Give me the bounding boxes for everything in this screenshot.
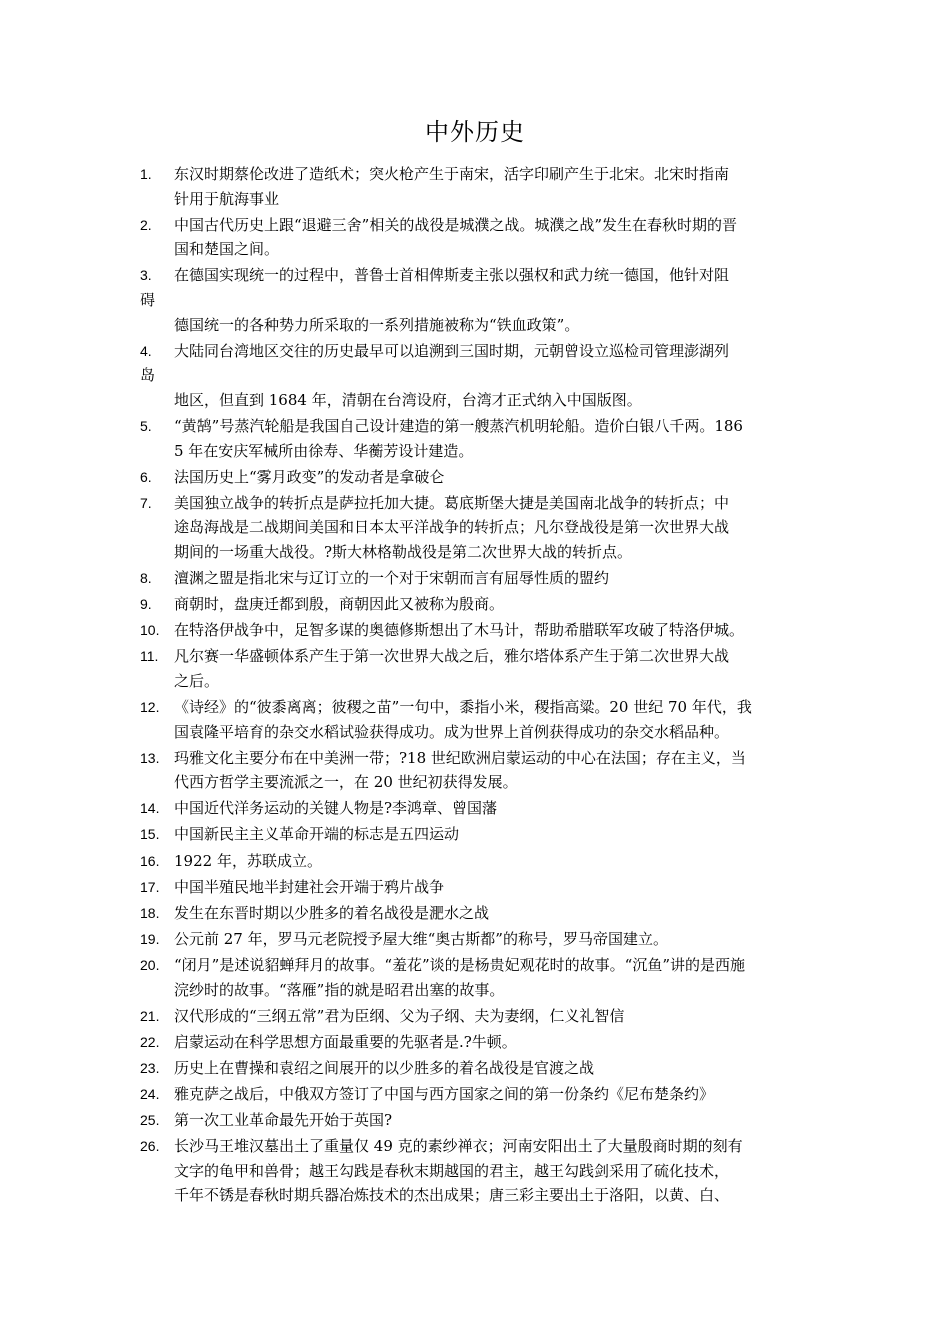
item-number: 4. — [140, 342, 152, 359]
item-number: 7. — [140, 494, 152, 511]
list-item — [0, 875, 819, 900]
item-text-line: 中国半殖民地半封建社会开端于鸦片战争 — [174, 877, 445, 896]
item-text-line: 法国历史上“雾月政变”的发动者是拿破仑 — [174, 467, 445, 486]
item-text-line: 千年不锈是春秋时期兵器冶炼技术的杰出成果；唐三彩主要出土于洛阳，以黄、白、 — [174, 1186, 730, 1205]
list-item — [0, 618, 819, 643]
list-item — [0, 796, 819, 821]
list-item — [0, 566, 819, 591]
list-item — [0, 491, 819, 565]
page-title: 中外历史 — [425, 118, 525, 146]
list-item — [0, 414, 819, 463]
item-text-line: 历史上在曹操和袁绍之间展开的以少胜多的着名战役是官渡之战 — [174, 1058, 595, 1077]
item-text-line: 中国古代历史上跟“退避三舍”相关的战役是城濮之战。城濮之战”发生在春秋时期的晋 — [174, 215, 738, 234]
list-item — [0, 644, 819, 693]
item-number: 3. — [140, 267, 152, 284]
item-text-line: “闭月”是述说貂蝉拜月的故事。“羞花”谈的是杨贵妃观花时的故事。“沉鱼”讲的是西施 — [174, 955, 746, 974]
item-text-line: 汉代形成的“三纲五常”君为臣纲、父为子纲、夫为妻纲，仁义礼智信 — [174, 1006, 625, 1025]
item-text-line: 《诗经》的“彼黍离离；彼稷之苗”一句中，黍指小米，稷指高粱。20 世纪 70 年代，我 — [174, 697, 752, 716]
item-number: 6. — [140, 468, 152, 485]
list-item — [0, 1056, 819, 1081]
item-text-line: 发生在东晋时期以少胜多的着名战役是淝水之战 — [174, 903, 490, 922]
list-item — [0, 1134, 819, 1208]
item-text-line: 玛雅文化主要分布在中美洲一带；?18 世纪欧洲启蒙运动的中心在法国；存在主义，当 — [174, 748, 746, 767]
item-text-line: 岛 — [140, 366, 156, 385]
item-number: 14. — [140, 800, 160, 817]
item-number: 26. — [140, 1138, 160, 1155]
item-text-line: 国和楚国之间。 — [174, 240, 280, 259]
item-number: 23. — [140, 1059, 160, 1076]
item-text-line: 文字的龟甲和兽骨；越王勾践是春秋末期越国的君主，越王勾践剑采用了硫化技术， — [174, 1161, 730, 1180]
item-text-line: 期间的一场重大战役。?斯大林格勒战役是第二次世界大战的转折点。 — [174, 542, 633, 561]
item-text-line: 之后。 — [174, 671, 220, 690]
item-text-line: 德国统一的各种势力所采取的一系列措施被称为“铁血政策”。 — [174, 315, 580, 334]
list-item — [0, 1082, 819, 1107]
item-text-line: 启蒙运动在科学思想方面最重要的先驱者是.?牛顿。 — [174, 1032, 517, 1051]
list-item — [0, 927, 819, 952]
list-item — [0, 263, 819, 337]
item-number: 16. — [140, 852, 160, 869]
list-item — [0, 695, 819, 744]
item-text-line: 1922 年，苏联成立。 — [174, 851, 322, 870]
item-text-line: 途岛海战是二战期间美国和日本太平洋战争的转折点；凡尔登战役是第一次世界大战 — [174, 518, 730, 537]
item-text-line: 澶渊之盟是指北宋与辽订立的一个对于宋朝而言有屈辱性质的盟约 — [174, 569, 610, 587]
item-text-line: 大陆同台湾地区交往的历史最早可以追溯到三国时期，元朝曾设立巡检司管理澎湖列 — [174, 341, 730, 360]
history-list — [0, 162, 950, 1209]
item-text-line: 碍 — [140, 290, 156, 309]
item-text-line: 代西方哲学主要流派之一，在 20 世纪初获得发展。 — [174, 773, 518, 792]
item-number: 13. — [140, 749, 160, 766]
item-text-line: 地区，但直到 1684 年，清朝在台湾设府，台湾才正式纳入中国版图。 — [174, 390, 642, 409]
item-text-line: 国袁隆平培育的杂交水稻试验获得成功。成为世界上首例获得成功的杂交水稻品种。 — [174, 722, 730, 741]
item-text-line: 针用于航海事业 — [174, 189, 280, 208]
list-item — [0, 1004, 819, 1029]
item-text-line: 美国独立战争的转折点是萨拉托加大捷。葛底斯堡大捷是美国南北战争的转折点；中 — [174, 493, 730, 512]
item-text-line: 5 年在安庆军械所由徐寿、华蘅芳设计建造。 — [174, 441, 474, 460]
item-number: 21. — [140, 1007, 160, 1024]
list-item — [0, 901, 819, 926]
item-text-line: 中国近代洋务运动的关键人物是?李鸿章、曾国藩 — [174, 799, 498, 818]
item-number: 11. — [140, 648, 159, 665]
item-text-line: 在特洛伊战争中，足智多谋的奥德修斯想出了木马计，帮助希腊联军攻破了特洛伊城。 — [174, 621, 745, 640]
item-text-line: 浣纱时的故事。“落雁”指的就是昭君出塞的故事。 — [174, 980, 505, 999]
item-text-line: 公元前 27 年，罗马元老院授予屋大维“奥古斯都”的称号，罗马帝国建立。 — [174, 929, 668, 948]
list-item — [0, 339, 819, 413]
item-number: 18. — [140, 904, 160, 921]
item-text-line: “黄鹄”号蒸汽轮船是我国自己设计建造的第一艘蒸汽机明轮船。造价白银八千两。186 — [174, 416, 743, 435]
item-number: 1. — [140, 166, 152, 182]
item-number: 20. — [140, 956, 160, 973]
list-item — [0, 953, 819, 1002]
list-item — [0, 162, 819, 211]
list-item — [0, 746, 819, 795]
item-text-line: 长沙马王堆汉墓出土了重量仅 49 克的素纱禅衣；河南安阳出土了大量殷商时期的刻有 — [174, 1137, 743, 1156]
list-item — [0, 1108, 819, 1133]
item-text-line: 第一次工业革命最先开始于英国? — [174, 1110, 393, 1129]
item-number: 15. — [140, 826, 160, 843]
list-item — [0, 465, 819, 490]
item-number: 12. — [140, 698, 160, 715]
item-number: 19. — [140, 930, 160, 947]
list-item — [0, 1030, 819, 1055]
item-number: 22. — [140, 1033, 160, 1050]
item-number: 2. — [140, 216, 152, 233]
list-item — [0, 822, 819, 847]
item-number: 24. — [140, 1085, 160, 1102]
item-text-line: 东汉时期蔡伦改进了造纸术；突火枪产生于南宋，活字印刷产生于北宋。北宋时指南 — [174, 165, 730, 183]
item-number: 25. — [140, 1111, 160, 1128]
list-item — [0, 213, 819, 262]
item-number: 17. — [140, 878, 160, 895]
item-text-line: 中国新民主主义革命开端的标志是五四运动 — [174, 825, 460, 844]
item-text-line: 在德国实现统一的过程中，普鲁士首相俾斯麦主张以强权和武力统一德国，他针对阻 — [174, 266, 730, 285]
list-item — [0, 592, 819, 617]
item-number: 8. — [140, 570, 152, 586]
list-item — [0, 849, 819, 874]
item-text-line: 凡尔赛一华盛顿体系产生于第一次世界大战之后，雅尔塔体系产生于第二次世界大战 — [174, 647, 730, 666]
item-text-line: 雅克萨之战后，中俄双方签订了中国与西方国家之间的第一份条约《尼布楚条约》 — [174, 1084, 715, 1103]
item-number: 5. — [140, 417, 152, 434]
item-number: 10. — [140, 622, 160, 639]
item-text-line: 商朝时，盘庚迁都到殷，商朝因此又被称为殷商。 — [174, 595, 505, 614]
item-number: 9. — [140, 596, 152, 613]
